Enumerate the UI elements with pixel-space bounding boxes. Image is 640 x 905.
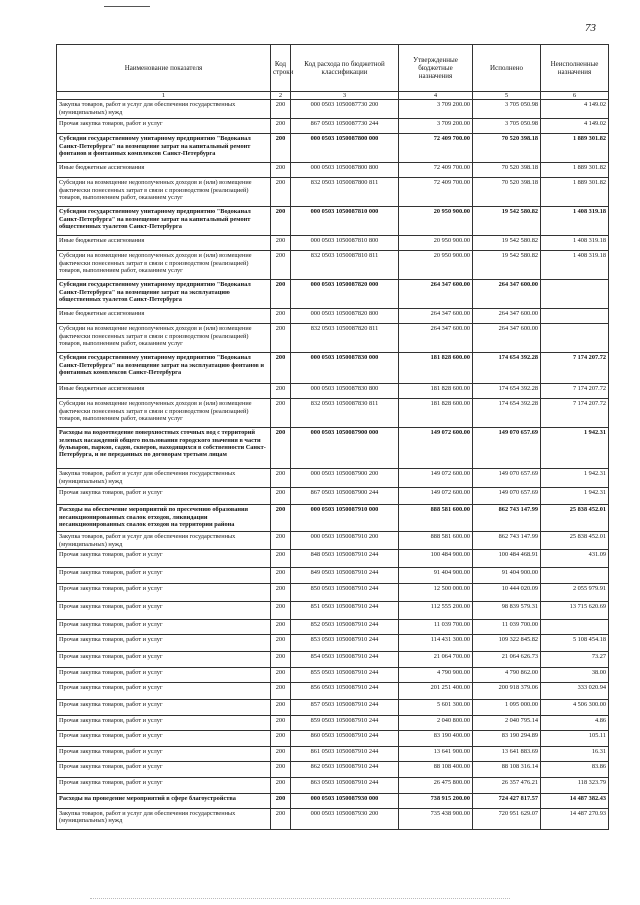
row-unexecuted: 7 174 207.72	[541, 384, 609, 399]
row-unexecuted: 1 889 301.82	[541, 134, 609, 163]
header-code-line: Код строки	[271, 45, 291, 92]
row-name: Иные бюджетные ассигнования	[57, 384, 271, 399]
row-approved: 2 040 800.00	[399, 715, 473, 730]
row-approved: 738 915 200.00	[399, 793, 473, 808]
row-approved: 91 404 900.00	[399, 567, 473, 583]
row-name: Прочая закупка товаров, работ и услуг	[57, 667, 271, 682]
row-line-code: 200	[271, 583, 291, 601]
row-unexecuted: 14 487 270.93	[541, 808, 609, 829]
row-unexecuted: 1 408 319.18	[541, 251, 609, 280]
table-row	[57, 715, 609, 730]
row-budget-code: 855 0503 1050087910 244	[291, 667, 399, 682]
row-executed: 1 095 000.00	[473, 699, 541, 715]
column-number: 6	[541, 92, 609, 100]
header-executed: Исполнено	[473, 45, 541, 92]
row-name: Прочая закупка товаров, работ и услуг	[57, 761, 271, 777]
row-budget-code: 856 0503 1050087910 244	[291, 682, 399, 699]
row-executed: 109 322 845.82	[473, 634, 541, 651]
row-name: Закупка товаров, работ и услуг для обеспечения государственных (муниципальных) нужд	[57, 532, 271, 549]
row-unexecuted: 333 020.94	[541, 682, 609, 699]
row-executed: 26 357 476.21	[473, 777, 541, 793]
table-row	[57, 667, 609, 682]
row-unexecuted: 7 174 207.72	[541, 399, 609, 428]
row-line-code: 200	[271, 532, 291, 549]
row-name: Прочая закупка товаров, работ и услуг	[57, 651, 271, 667]
row-name: Прочая закупка товаров, работ и услуг	[57, 746, 271, 761]
row-approved: 264 347 600.00	[399, 309, 473, 324]
header-budget-code: Код расхода по бюджетной классификации	[291, 45, 399, 92]
table-row	[57, 634, 609, 651]
row-unexecuted	[541, 324, 609, 353]
row-unexecuted: 431.09	[541, 549, 609, 567]
table-row	[57, 384, 609, 399]
row-line-code: 200	[271, 280, 291, 309]
column-number-row	[57, 92, 609, 100]
row-name: Прочая закупка товаров, работ и услуг	[57, 601, 271, 619]
row-budget-code: 848 0503 1050087910 244	[291, 549, 399, 567]
row-budget-code: 854 0503 1050087910 244	[291, 651, 399, 667]
row-line-code: 200	[271, 667, 291, 682]
row-budget-code: 851 0503 1050087910 244	[291, 601, 399, 619]
row-approved: 4 790 900.00	[399, 667, 473, 682]
row-line-code: 200	[271, 207, 291, 236]
row-budget-code: 832 0503 1050087830 811	[291, 399, 399, 428]
table-row	[57, 532, 609, 549]
table-row	[57, 793, 609, 808]
header-approved: Утвержденные бюджетные назначения	[399, 45, 473, 92]
row-executed: 200 918 379.06	[473, 682, 541, 699]
row-approved: 21 064 700.00	[399, 651, 473, 667]
row-line-code: 200	[271, 651, 291, 667]
table-row	[57, 567, 609, 583]
row-name: Субсидии на возмещение недополученных доходов и (или) возмещение фактически понесенных затрат в связи с производством (реализацией) товаров, выполнением работ, оказанием услуг	[57, 251, 271, 280]
row-approved: 149 072 600.00	[399, 469, 473, 488]
row-approved: 11 039 700.00	[399, 619, 473, 634]
row-approved: 112 555 200.00	[399, 601, 473, 619]
row-unexecuted: 14 487 382.43	[541, 793, 609, 808]
row-unexecuted	[541, 619, 609, 634]
row-budget-code: 000 0503 1050087910 000	[291, 505, 399, 532]
row-executed: 174 654 392.28	[473, 384, 541, 399]
row-line-code: 200	[271, 353, 291, 384]
row-approved: 264 347 600.00	[399, 324, 473, 353]
row-approved: 20 950 900.00	[399, 251, 473, 280]
table-row	[57, 488, 609, 505]
row-budget-code: 000 0503 1050087800 800	[291, 163, 399, 178]
row-unexecuted: 118 323.79	[541, 777, 609, 793]
row-name: Прочая закупка товаров, работ и услуг	[57, 567, 271, 583]
row-name: Прочая закупка товаров, работ и услуг	[57, 488, 271, 505]
row-name: Субсидии на возмещение недополученных доходов и (или) возмещение фактически понесенных затрат в связи с производством (реализацией) товаров, выполнением работ, оказанием услуг	[57, 399, 271, 428]
row-approved: 735 438 900.00	[399, 808, 473, 829]
row-unexecuted: 83.86	[541, 761, 609, 777]
row-executed: 862 743 147.99	[473, 532, 541, 549]
row-unexecuted: 1 942.31	[541, 428, 609, 469]
row-line-code: 200	[271, 428, 291, 469]
row-unexecuted: 1 942.31	[541, 469, 609, 488]
row-name: Прочая закупка товаров, работ и услуг	[57, 634, 271, 651]
row-executed: 4 790 862.00	[473, 667, 541, 682]
row-approved: 3 709 200.00	[399, 119, 473, 134]
scan-artifact-line	[90, 898, 510, 899]
row-unexecuted: 2 055 979.91	[541, 583, 609, 601]
table-row	[57, 163, 609, 178]
row-unexecuted: 13 715 620.69	[541, 601, 609, 619]
row-executed: 862 743 147.99	[473, 505, 541, 532]
row-name: Закупка товаров, работ и услуг для обеспечения государственных (муниципальных) нужд	[57, 469, 271, 488]
row-unexecuted: 4 149.02	[541, 119, 609, 134]
table-row	[57, 134, 609, 163]
row-name: Прочая закупка товаров, работ и услуг	[57, 730, 271, 746]
row-budget-code: 000 0503 1050087830 800	[291, 384, 399, 399]
row-line-code: 200	[271, 134, 291, 163]
row-executed: 264 347 600.00	[473, 280, 541, 309]
table-row	[57, 469, 609, 488]
table-row	[57, 682, 609, 699]
row-unexecuted: 25 838 452.01	[541, 505, 609, 532]
row-executed: 70 520 398.18	[473, 134, 541, 163]
row-name: Иные бюджетные ассигнования	[57, 309, 271, 324]
row-approved: 88 108 400.00	[399, 761, 473, 777]
row-budget-code: 859 0503 1050087910 244	[291, 715, 399, 730]
row-budget-code: 000 0503 1050087810 000	[291, 207, 399, 236]
row-budget-code: 850 0503 1050087910 244	[291, 583, 399, 601]
row-budget-code: 857 0503 1050087910 244	[291, 699, 399, 715]
row-line-code: 200	[271, 808, 291, 829]
row-name: Прочая закупка товаров, работ и услуг	[57, 549, 271, 567]
budget-table	[56, 44, 609, 830]
table-body	[57, 100, 609, 829]
row-name: Субсидии государственному унитарному предприятию "Водоканал Санкт-Петербурга" на возмещение затрат на эксплуатацию фонтанов и фонтанных комплексов Санкт-Петербурга	[57, 353, 271, 384]
table-row	[57, 100, 609, 119]
column-number: 3	[291, 92, 399, 100]
row-approved: 5 601 300.00	[399, 699, 473, 715]
table-row	[57, 324, 609, 353]
row-executed: 19 542 580.82	[473, 251, 541, 280]
row-budget-code: 863 0503 1050087910 244	[291, 777, 399, 793]
row-budget-code: 000 0503 1050087830 000	[291, 353, 399, 384]
row-line-code: 200	[271, 777, 291, 793]
row-budget-code: 000 0503 1050087820 800	[291, 309, 399, 324]
row-executed: 720 951 629.07	[473, 808, 541, 829]
row-approved: 181 828 600.00	[399, 353, 473, 384]
row-line-code: 200	[271, 634, 291, 651]
row-name: Субсидии на возмещение недополученных доходов и (или) возмещение фактически понесенных затрат в связи с производством (реализацией) товаров, выполнением работ, оказанием услуг	[57, 324, 271, 353]
row-line-code: 200	[271, 469, 291, 488]
row-name: Расходы на водоотведение поверхностных сточных вод с территорий зеленых насаждений общего пользования городского значения в части бульваров, парков, садов, скверов, находящихся в собственности Санкт-Петербурга, и не переданных по договорам третьим лицам	[57, 428, 271, 469]
row-executed: 264 347 600.00	[473, 309, 541, 324]
row-line-code: 200	[271, 384, 291, 399]
column-number: 4	[399, 92, 473, 100]
row-unexecuted: 1 889 301.82	[541, 178, 609, 207]
row-line-code: 200	[271, 505, 291, 532]
table-row	[57, 730, 609, 746]
row-executed: 724 427 817.57	[473, 793, 541, 808]
row-budget-code: 867 0503 1050087730 244	[291, 119, 399, 134]
table-row	[57, 119, 609, 134]
row-approved: 72 409 700.00	[399, 163, 473, 178]
table-row	[57, 428, 609, 469]
row-budget-code: 832 0503 1050087800 811	[291, 178, 399, 207]
row-executed: 88 108 316.14	[473, 761, 541, 777]
table-row	[57, 353, 609, 384]
row-name: Прочая закупка товаров, работ и услуг	[57, 715, 271, 730]
row-executed: 149 070 657.69	[473, 488, 541, 505]
row-unexecuted: 38.00	[541, 667, 609, 682]
table-row	[57, 761, 609, 777]
table-row	[57, 699, 609, 715]
row-name: Субсидии на возмещение недополученных доходов и (или) возмещение фактически понесенных затрат в связи с производством (реализацией) товаров, выполнением работ, оказанием услуг	[57, 178, 271, 207]
table-row	[57, 619, 609, 634]
row-budget-code: 000 0503 1050087900 200	[291, 469, 399, 488]
row-executed: 13 641 883.69	[473, 746, 541, 761]
table-row	[57, 601, 609, 619]
table-row	[57, 399, 609, 428]
row-approved: 3 709 200.00	[399, 100, 473, 119]
column-number: 2	[271, 92, 291, 100]
row-name: Субсидии государственному унитарному предприятию "Водоканал Санкт-Петербурга" на возмещение затрат на капитальный ремонт общественных туалетов Санкт-Петербурга	[57, 207, 271, 236]
table-row	[57, 207, 609, 236]
row-executed: 149 070 657.69	[473, 428, 541, 469]
row-unexecuted: 73.27	[541, 651, 609, 667]
row-line-code: 200	[271, 549, 291, 567]
row-name: Прочая закупка товаров, работ и услуг	[57, 119, 271, 134]
row-unexecuted: 4.86	[541, 715, 609, 730]
row-line-code: 200	[271, 567, 291, 583]
row-approved: 181 828 600.00	[399, 399, 473, 428]
row-line-code: 200	[271, 601, 291, 619]
row-unexecuted: 16.31	[541, 746, 609, 761]
row-line-code: 200	[271, 730, 291, 746]
row-line-code: 200	[271, 761, 291, 777]
row-line-code: 200	[271, 163, 291, 178]
row-approved: 149 072 600.00	[399, 488, 473, 505]
row-unexecuted: 5 108 454.18	[541, 634, 609, 651]
row-unexecuted: 25 838 452.01	[541, 532, 609, 549]
row-budget-code: 852 0503 1050087910 244	[291, 619, 399, 634]
row-budget-code: 867 0503 1050087900 244	[291, 488, 399, 505]
row-executed: 100 484 468.91	[473, 549, 541, 567]
row-budget-code: 860 0503 1050087910 244	[291, 730, 399, 746]
table-row	[57, 251, 609, 280]
row-unexecuted: 7 174 207.72	[541, 353, 609, 384]
row-budget-code: 000 0503 1050087930 000	[291, 793, 399, 808]
row-approved: 20 950 900.00	[399, 236, 473, 251]
row-name: Субсидии государственному унитарному предприятию "Водоканал Санкт-Петербурга" на возмещение затрат на капитальный ремонт фонтанов и фонтанных комплексов Санкт-Петербурга	[57, 134, 271, 163]
row-name: Прочая закупка товаров, работ и услуг	[57, 583, 271, 601]
row-budget-code: 000 0503 1050087730 200	[291, 100, 399, 119]
row-line-code: 200	[271, 251, 291, 280]
row-unexecuted: 1 889 301.82	[541, 163, 609, 178]
row-approved: 888 581 600.00	[399, 505, 473, 532]
row-approved: 72 409 700.00	[399, 134, 473, 163]
row-line-code: 200	[271, 699, 291, 715]
row-name: Расходы на проведение мероприятий в сфере благоустройства	[57, 793, 271, 808]
row-approved: 26 475 800.00	[399, 777, 473, 793]
row-approved: 181 828 600.00	[399, 384, 473, 399]
row-executed: 98 839 579.31	[473, 601, 541, 619]
row-approved: 12 500 000.00	[399, 583, 473, 601]
row-line-code: 200	[271, 715, 291, 730]
header-row	[57, 45, 609, 92]
row-line-code: 200	[271, 746, 291, 761]
table-row	[57, 178, 609, 207]
column-number: 1	[57, 92, 271, 100]
row-name: Расходы на обеспечение мероприятий по пресечению образования несанкционированных свалок отходов, ликвидации несанкционированных свалок отходов на территории района	[57, 505, 271, 532]
row-approved: 20 950 900.00	[399, 207, 473, 236]
table-row	[57, 280, 609, 309]
row-line-code: 200	[271, 100, 291, 119]
row-budget-code: 853 0503 1050087910 244	[291, 634, 399, 651]
row-approved: 888 581 600.00	[399, 532, 473, 549]
row-unexecuted: 105.11	[541, 730, 609, 746]
row-name: Закупка товаров, работ и услуг для обеспечения государственных (муниципальных) нужд	[57, 808, 271, 829]
row-unexecuted: 4 149.02	[541, 100, 609, 119]
row-line-code: 200	[271, 793, 291, 808]
row-executed: 264 347 600.00	[473, 324, 541, 353]
row-approved: 72 409 700.00	[399, 178, 473, 207]
row-name: Иные бюджетные ассигнования	[57, 236, 271, 251]
row-approved: 149 072 600.00	[399, 428, 473, 469]
row-budget-code: 000 0503 1050087800 000	[291, 134, 399, 163]
row-budget-code: 849 0503 1050087910 244	[291, 567, 399, 583]
row-approved: 264 347 600.00	[399, 280, 473, 309]
row-line-code: 200	[271, 324, 291, 353]
row-executed: 3 705 050.98	[473, 100, 541, 119]
row-name: Прочая закупка товаров, работ и услуг	[57, 619, 271, 634]
row-line-code: 200	[271, 309, 291, 324]
row-name: Субсидии государственному унитарному предприятию "Водоканал Санкт-Петербурга" на возмещение затрат на эксплуатацию общественных туалетов Санкт-Петербурга	[57, 280, 271, 309]
row-executed: 149 070 657.69	[473, 469, 541, 488]
table-row	[57, 777, 609, 793]
row-executed: 174 654 392.28	[473, 399, 541, 428]
row-line-code: 200	[271, 619, 291, 634]
row-name: Прочая закупка товаров, работ и услуг	[57, 682, 271, 699]
row-budget-code: 832 0503 1050087820 811	[291, 324, 399, 353]
row-executed: 10 444 020.09	[473, 583, 541, 601]
page-number: 73	[585, 22, 596, 34]
row-executed: 70 520 398.18	[473, 163, 541, 178]
row-name: Прочая закупка товаров, работ и услуг	[57, 699, 271, 715]
table-row	[57, 505, 609, 532]
row-unexecuted: 1 942.31	[541, 488, 609, 505]
row-approved: 114 431 300.00	[399, 634, 473, 651]
row-line-code: 200	[271, 178, 291, 207]
row-budget-code: 000 0503 1050087810 800	[291, 236, 399, 251]
row-executed: 19 542 580.82	[473, 207, 541, 236]
row-name: Иные бюджетные ассигнования	[57, 163, 271, 178]
row-approved: 201 251 400.00	[399, 682, 473, 699]
row-budget-code: 832 0503 1050087810 811	[291, 251, 399, 280]
row-budget-code: 000 0503 1050087910 200	[291, 532, 399, 549]
row-approved: 83 190 400.00	[399, 730, 473, 746]
row-executed: 70 520 398.18	[473, 178, 541, 207]
row-executed: 83 190 294.89	[473, 730, 541, 746]
table-row	[57, 309, 609, 324]
row-unexecuted: 4 506 300.00	[541, 699, 609, 715]
row-name: Прочая закупка товаров, работ и услуг	[57, 777, 271, 793]
top-rule	[104, 6, 150, 7]
header-unexecuted: Неисполненные назначения	[541, 45, 609, 92]
row-line-code: 200	[271, 488, 291, 505]
row-budget-code: 000 0503 1050087900 000	[291, 428, 399, 469]
row-executed: 21 064 626.73	[473, 651, 541, 667]
row-executed: 11 039 700.00	[473, 619, 541, 634]
row-approved: 13 641 900.00	[399, 746, 473, 761]
row-executed: 19 542 580.82	[473, 236, 541, 251]
row-line-code: 200	[271, 682, 291, 699]
row-executed: 2 040 795.14	[473, 715, 541, 730]
header-name: Наименование показателя	[57, 45, 271, 92]
row-line-code: 200	[271, 399, 291, 428]
row-line-code: 200	[271, 236, 291, 251]
row-budget-code: 861 0503 1050087910 244	[291, 746, 399, 761]
row-unexecuted	[541, 309, 609, 324]
table-row	[57, 808, 609, 829]
row-unexecuted	[541, 280, 609, 309]
row-unexecuted: 1 408 319.18	[541, 207, 609, 236]
table-row	[57, 746, 609, 761]
row-unexecuted: 1 408 319.18	[541, 236, 609, 251]
row-executed: 174 654 392.28	[473, 353, 541, 384]
column-number: 5	[473, 92, 541, 100]
row-budget-code: 000 0503 1050087820 000	[291, 280, 399, 309]
row-budget-code: 000 0503 1050087930 200	[291, 808, 399, 829]
row-budget-code: 862 0503 1050087910 244	[291, 761, 399, 777]
row-unexecuted	[541, 567, 609, 583]
table-row	[57, 549, 609, 567]
table-row	[57, 236, 609, 251]
row-executed: 91 404 900.00	[473, 567, 541, 583]
table-row	[57, 651, 609, 667]
table-row	[57, 583, 609, 601]
row-line-code: 200	[271, 119, 291, 134]
row-executed: 3 705 050.98	[473, 119, 541, 134]
row-approved: 100 484 900.00	[399, 549, 473, 567]
row-name: Закупка товаров, работ и услуг для обеспечения государственных (муниципальных) нужд	[57, 100, 271, 119]
